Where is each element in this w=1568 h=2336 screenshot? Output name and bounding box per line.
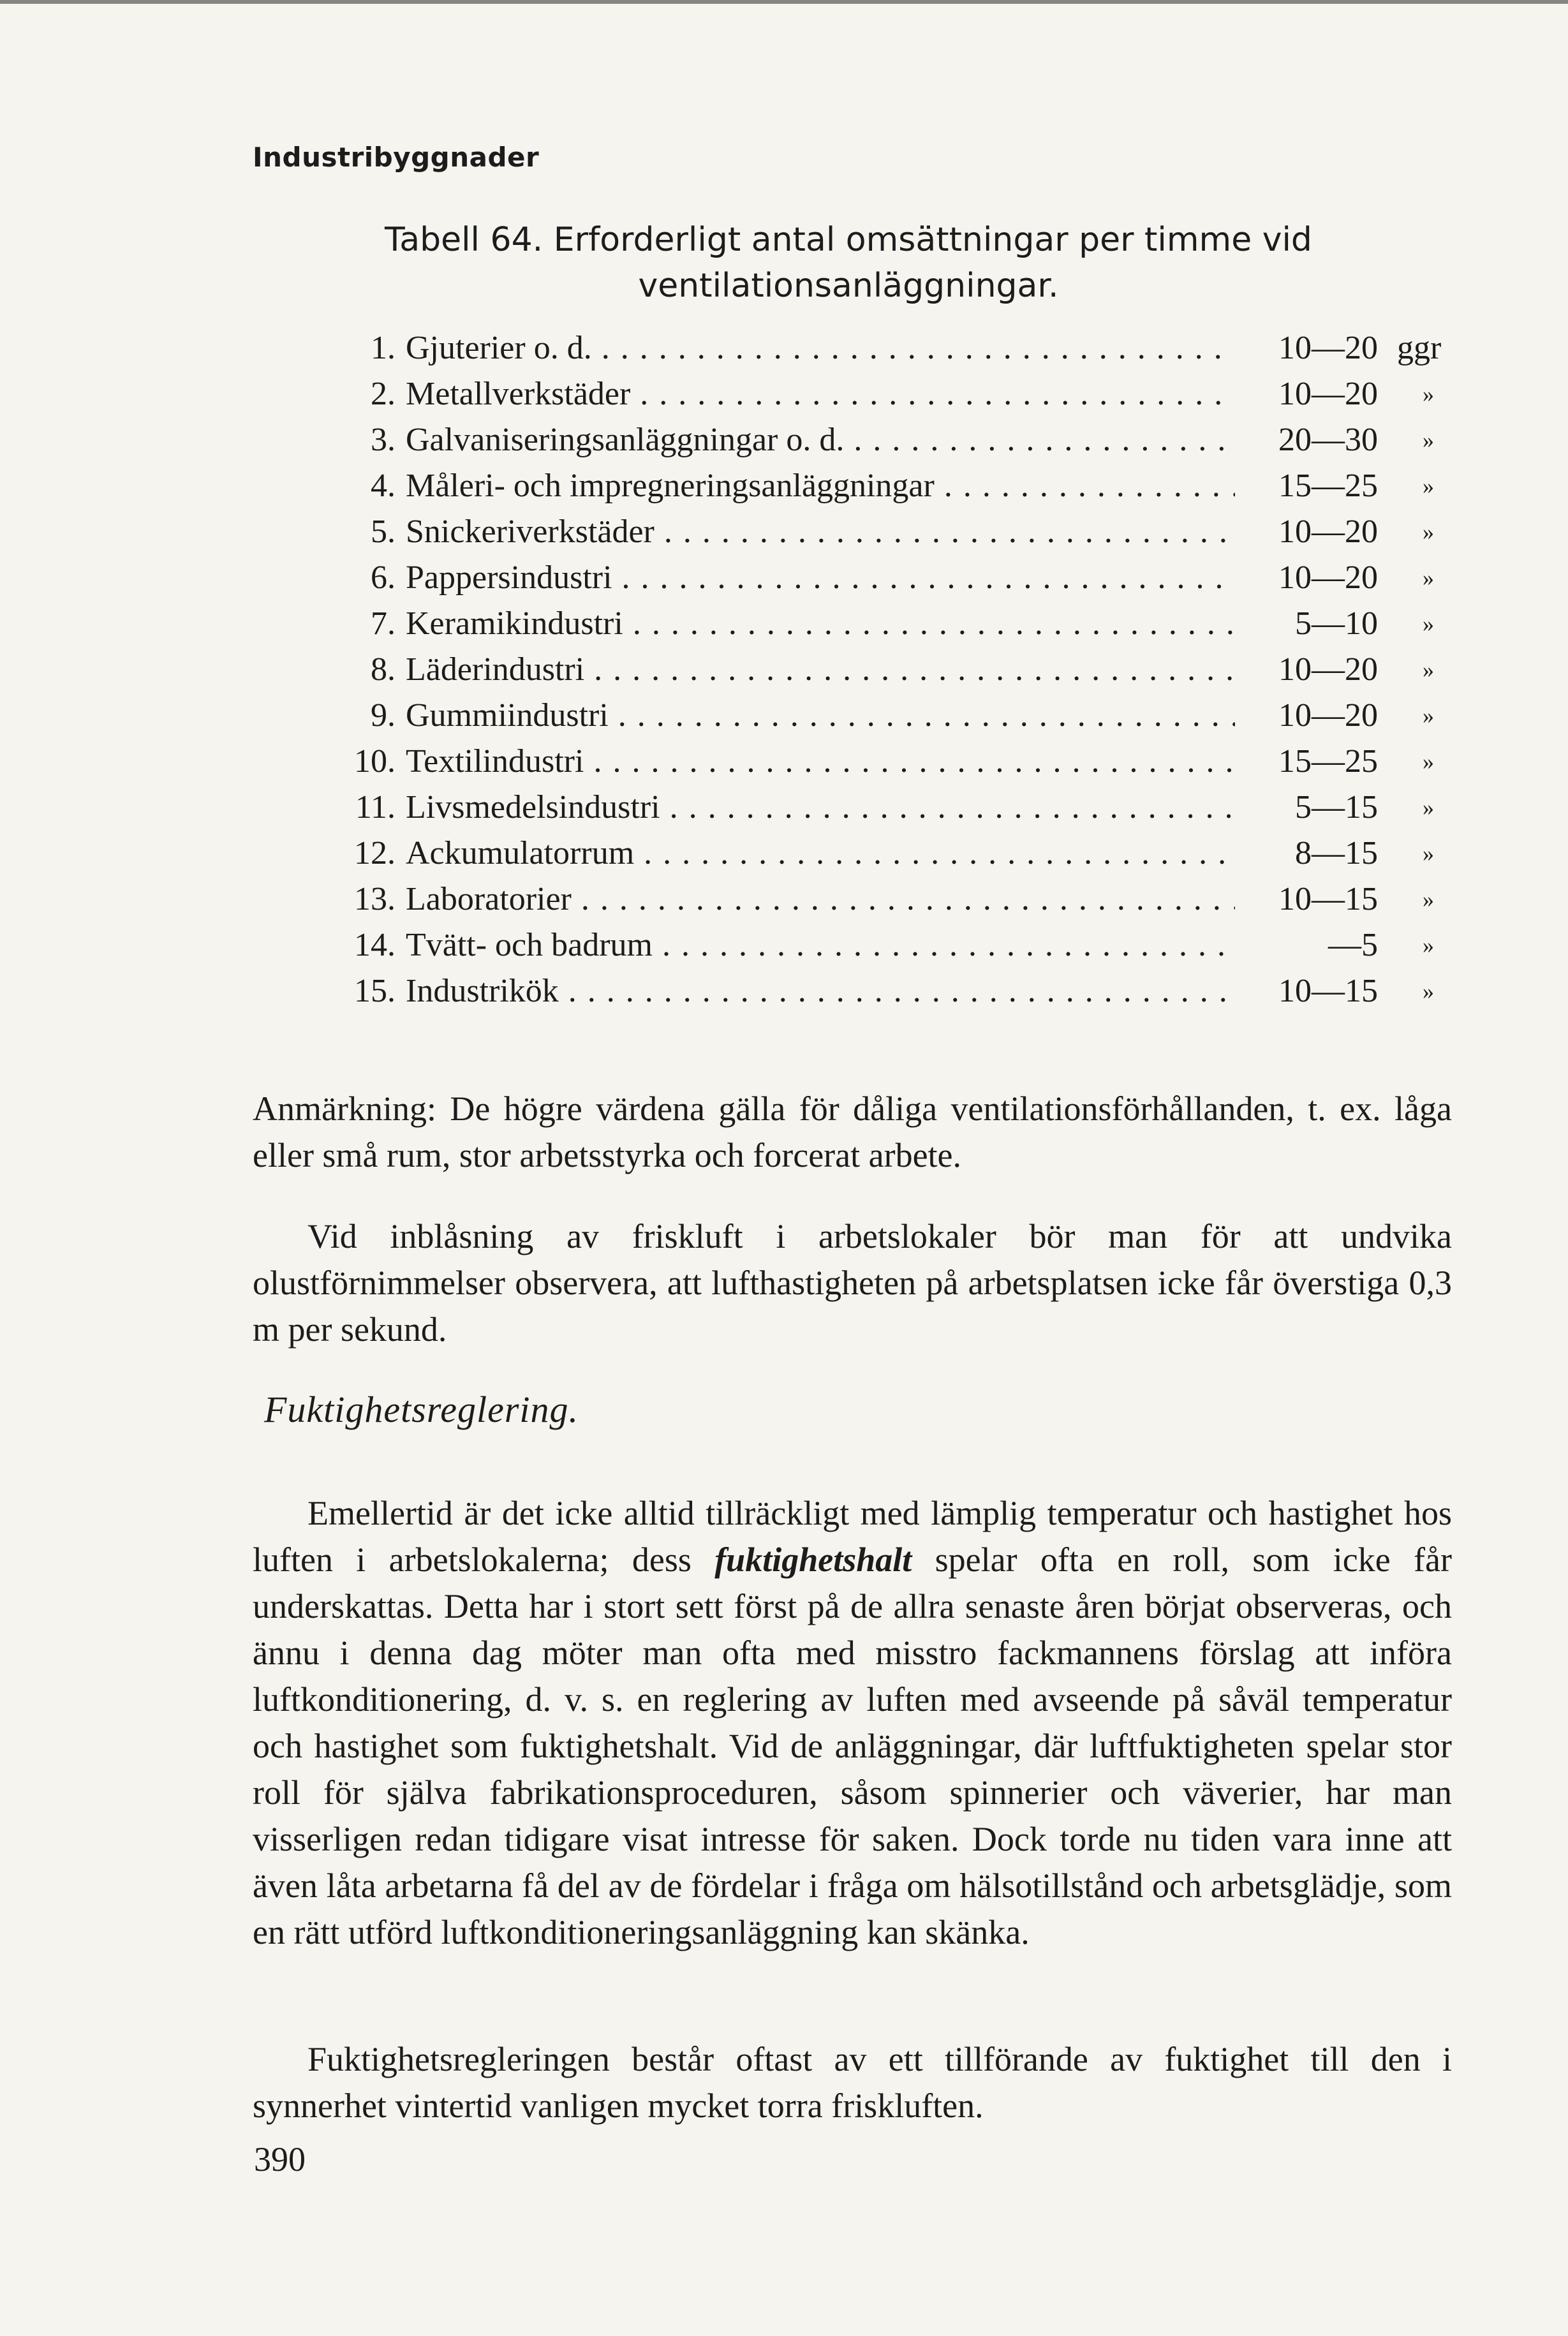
row-value: 10—20	[1278, 697, 1378, 734]
row-unit: »	[1423, 473, 1434, 499]
table-row	[338, 922, 1434, 968]
table-row	[338, 647, 1434, 693]
running-header: Industribyggnader	[253, 142, 540, 173]
row-value: 10—20	[1278, 559, 1378, 596]
row-value: 10—15	[1278, 881, 1378, 917]
table-row	[338, 876, 1434, 922]
body-paragraph	[253, 1490, 1452, 1956]
table-row	[338, 509, 1434, 555]
row-number: 9.	[371, 697, 396, 734]
row-label: Galvaniseringsanläggningar o. d. . . .	[406, 417, 1235, 463]
table-row	[338, 785, 1434, 831]
air-change-table	[338, 325, 1442, 1014]
row-value: —5	[1328, 927, 1378, 963]
row-label: Metallverkstäder . . .	[406, 371, 1235, 417]
row-unit: »	[1423, 565, 1434, 591]
paragraph-text: Vid inblåsning av friskluft i arbetslokaler bör man för att undvika olustförnimmelser observera, att lufthastigheten på arbetsplatsen icke får överstiga 0,3 m per sekund.	[253, 1217, 1452, 1349]
paragraph-text: Fuktighetsregleringen består oftast av ett tillförande av fuktighet till den i synnerhet vintertid vanligen mycket torra friskluften.	[253, 2040, 1452, 2125]
row-label: Läderindustri . . .	[406, 647, 1235, 693]
row-unit: ggr	[1397, 330, 1442, 366]
row-label: Industrikök . . .	[406, 968, 1235, 1014]
table-row	[338, 325, 1442, 371]
row-label: Gummiindustri . . .	[406, 693, 1235, 739]
table-row	[338, 968, 1434, 1014]
row-number: 10.	[354, 743, 396, 780]
emphasized-term: fuktighetshalt	[714, 1541, 912, 1579]
row-label: Livsmedelsindustri . . .	[406, 785, 1235, 831]
table-row	[338, 463, 1434, 509]
row-label: Laboratorier . . .	[406, 876, 1235, 922]
table-caption-line-2: ventilationsanläggningar.	[638, 267, 1059, 305]
row-value: 10—20	[1278, 514, 1378, 550]
table-caption-line-1: Tabell 64. Erforderligt antal omsättningar per timme vid	[385, 221, 1312, 259]
section-heading: Fuktighetsreglering.	[264, 1389, 579, 1430]
paragraph-text-end: spelar ofta en roll, som icke får underskattas. Detta har i stort sett först på de allra senaste åren börjat observeras, och ännu i denna dag möter man ofta med misstro fackmannens förslag att införa luftkonditionering, d. v. s. en reglering av luften med avseende på såväl temperatur och hastighet som fuktighetshalt. Vid de anläggningar, där luftfuktigheten spelar stor roll för själva fabrikationsproceduren, såsom spinnerier och väverier, har man visserligen redan tidigare visat intresse för saken. Dock torde nu tiden vara inne att även låta arbetarna få del av de fördelar i fråga om hälsotillstånd och arbetsglädje, som en rätt utförd luftkonditioneringsanläggning kan skänka.	[253, 1541, 1452, 1951]
row-value: 15—25	[1278, 468, 1378, 504]
row-number: 15.	[354, 973, 396, 1009]
row-value: 5—15	[1295, 789, 1378, 825]
paragraph-text-start: Emellertid är det icke alltid tillräckligt med lämplig temperatur och hastighet hos luften i arbetslokalerna; dess	[253, 1494, 1452, 1579]
row-unit: »	[1423, 703, 1434, 728]
row-number: 5.	[371, 514, 396, 550]
table-row	[338, 739, 1434, 785]
row-number: 11.	[355, 789, 396, 825]
row-label: Tvätt- och badrum . . .	[406, 922, 1235, 968]
row-number: 4.	[371, 468, 396, 504]
row-value: 10—20	[1278, 330, 1378, 366]
table-row	[338, 371, 1434, 417]
row-label: Snickeriverkstäder . . .	[406, 509, 1235, 555]
row-number: 14.	[354, 927, 396, 963]
row-unit: »	[1423, 519, 1434, 545]
row-unit: »	[1423, 841, 1434, 866]
row-unit: »	[1423, 795, 1434, 820]
row-number: 3.	[371, 422, 396, 458]
row-unit: »	[1423, 887, 1434, 912]
row-value: 10—20	[1278, 376, 1378, 412]
row-label: Ackumulatorrum . . .	[406, 831, 1235, 876]
row-label: Textilindustri . . .	[406, 739, 1235, 785]
body-paragraph	[253, 1213, 1452, 1353]
row-value: 20—30	[1278, 422, 1378, 458]
page-edge	[0, 0, 1568, 4]
row-label: Måleri- och impregneringsanläggningar . . .	[406, 463, 1235, 509]
row-value: 15—25	[1278, 743, 1378, 780]
row-number: 2.	[371, 376, 396, 412]
row-number: 8.	[371, 651, 396, 688]
row-number: 1.	[371, 330, 396, 366]
table-row	[338, 417, 1434, 463]
body-paragraph	[253, 2036, 1452, 2129]
table-row	[338, 693, 1434, 739]
row-value: 10—20	[1278, 651, 1378, 688]
row-unit: »	[1423, 749, 1434, 774]
page-number: 390	[254, 2140, 306, 2178]
table-row	[338, 601, 1434, 647]
row-number: 12.	[354, 835, 396, 871]
row-number: 6.	[371, 559, 396, 596]
row-unit: »	[1423, 427, 1434, 453]
row-label: Gjuterier o. d. . . .	[406, 325, 1235, 371]
row-value: 5—10	[1295, 605, 1378, 642]
row-label: Keramikindustri . . .	[406, 601, 1235, 647]
row-unit: »	[1423, 611, 1434, 637]
row-unit: »	[1423, 381, 1434, 407]
table-note: Anmärkning: De högre värdena gälla för dåliga ventilationsförhållanden, t. ex. låga eller små rum, stor arbetsstyrka och forcerat arbete.	[253, 1090, 1452, 1174]
row-number: 7.	[371, 605, 396, 642]
row-value: 10—15	[1278, 973, 1378, 1009]
table-row	[338, 831, 1434, 876]
row-value: 8—15	[1295, 835, 1378, 871]
row-unit: »	[1423, 657, 1434, 683]
table-row	[338, 555, 1434, 601]
table-caption	[351, 217, 1346, 309]
row-label: Pappersindustri . . .	[406, 555, 1235, 601]
row-unit: »	[1423, 979, 1434, 1004]
row-number: 13.	[354, 881, 396, 917]
row-unit: »	[1423, 933, 1434, 958]
